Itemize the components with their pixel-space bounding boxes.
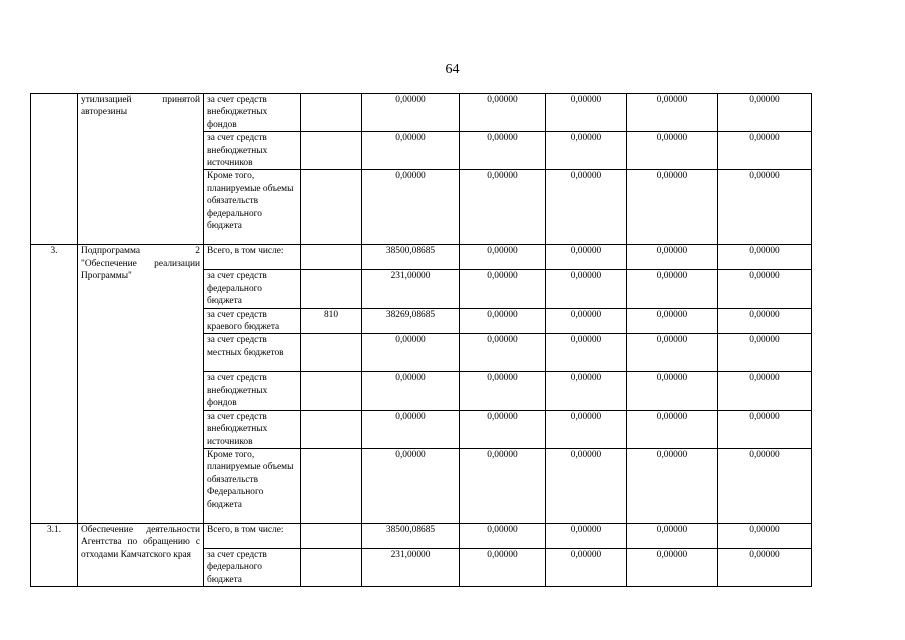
value-cell: 0,00000 [627,132,718,170]
table-row [31,132,812,170]
value-cell: 0,00000 [546,170,627,245]
table-row [31,245,812,270]
funding-source-cell: за счет средств федерального бюджета [204,548,301,586]
code-cell [301,334,362,372]
value-cell: 231,00000 [362,548,460,586]
value-cell: 0,00000 [546,372,627,410]
value-cell: 0,00000 [546,94,627,132]
item-name-cell: Подпрограмма 2 "Обеспечение реализации Программы" [78,245,204,523]
funding-source-cell: Всего, в том числе: [204,245,301,270]
value-cell: 0,00000 [627,523,718,548]
table-row [31,523,812,548]
value-cell: 0,00000 [460,132,546,170]
value-cell: 0,00000 [718,132,812,170]
value-cell: 0,00000 [546,308,627,334]
value-cell: 0,00000 [546,270,627,308]
value-cell: 0,00000 [546,410,627,448]
value-cell: 0,00000 [546,448,627,523]
value-cell: 0,00000 [627,245,718,270]
value-cell: 0,00000 [718,548,812,586]
row-index-cell: 3. [31,245,78,523]
value-cell: 0,00000 [460,410,546,448]
value-cell: 0,00000 [627,170,718,245]
page-number: 64 [445,62,460,77]
value-cell: 0,00000 [627,308,718,334]
funding-source-cell: за счет средств краевого бюджета [204,308,301,334]
value-cell: 0,00000 [546,548,627,586]
value-cell: 0,00000 [460,270,546,308]
item-name-cell: утилизацией принятой авторезины [78,94,204,132]
value-cell: 0,00000 [460,372,546,410]
value-cell: 0,00000 [460,245,546,270]
funding-source-cell: Кроме того, планируемые объемы обязательств Федерального бюджета [204,448,301,523]
code-cell [301,410,362,448]
row-index-cell: 3.1. [31,523,78,586]
value-cell: 0,00000 [460,523,546,548]
budget-table [30,93,812,587]
value-cell: 0,00000 [718,523,812,548]
value-cell: 0,00000 [718,270,812,308]
value-cell: 0,00000 [362,170,460,245]
value-cell: 0,00000 [627,548,718,586]
value-cell: 38269,08685 [362,308,460,334]
value-cell: 0,00000 [362,372,460,410]
code-cell: 810 [301,308,362,334]
code-cell [301,270,362,308]
item-name-cell: Обеспечение деятельности Агентства по обращению с отходами Камчатского края [78,523,204,586]
funding-source-cell: Кроме того, планируемые объемы обязательств федерального бюджета [204,170,301,245]
funding-source-cell: за счет средств федерального бюджета [204,270,301,308]
value-cell: 0,00000 [362,448,460,523]
value-cell: 38500,08685 [362,523,460,548]
value-cell: 0,00000 [718,334,812,372]
funding-source-cell: за счет средств внебюджетных фондов [204,372,301,410]
value-cell: 0,00000 [362,94,460,132]
value-cell: 0,00000 [718,410,812,448]
value-cell: 0,00000 [718,372,812,410]
code-cell [301,245,362,270]
value-cell: 0,00000 [546,245,627,270]
value-cell: 231,00000 [362,270,460,308]
value-cell: 0,00000 [460,170,546,245]
value-cell: 0,00000 [460,548,546,586]
row-index-cell [31,94,78,132]
value-cell: 0,00000 [627,372,718,410]
value-cell: 0,00000 [546,132,627,170]
code-cell [301,523,362,548]
code-cell [301,548,362,586]
value-cell: 0,00000 [627,410,718,448]
value-cell: 0,00000 [546,334,627,372]
code-cell [301,170,362,245]
value-cell: 0,00000 [460,448,546,523]
value-cell: 0,00000 [460,334,546,372]
table-row [31,170,812,245]
funding-source-cell: Всего, в том числе: [204,523,301,548]
code-cell [301,94,362,132]
code-cell [301,132,362,170]
value-cell: 0,00000 [627,94,718,132]
value-cell: 0,00000 [718,448,812,523]
table-row [31,94,812,132]
value-cell: 0,00000 [362,410,460,448]
value-cell: 0,00000 [718,245,812,270]
value-cell: 0,00000 [362,334,460,372]
code-cell [301,372,362,410]
funding-source-cell: за счет средств внебюджетных источников [204,132,301,170]
value-cell: 0,00000 [362,132,460,170]
code-cell [301,448,362,523]
value-cell: 0,00000 [718,170,812,245]
value-cell: 0,00000 [718,308,812,334]
value-cell: 0,00000 [627,448,718,523]
funding-source-cell: за счет средств местных бюджетов [204,334,301,372]
value-cell: 0,00000 [627,334,718,372]
value-cell: 0,00000 [460,94,546,132]
value-cell: 0,00000 [460,308,546,334]
funding-source-cell: за счет средств внебюджетных источников [204,410,301,448]
value-cell: 0,00000 [718,94,812,132]
value-cell: 0,00000 [627,270,718,308]
value-cell: 38500,08685 [362,245,460,270]
funding-source-cell: за счет средств внебюджетных фондов [204,94,301,132]
value-cell: 0,00000 [546,523,627,548]
